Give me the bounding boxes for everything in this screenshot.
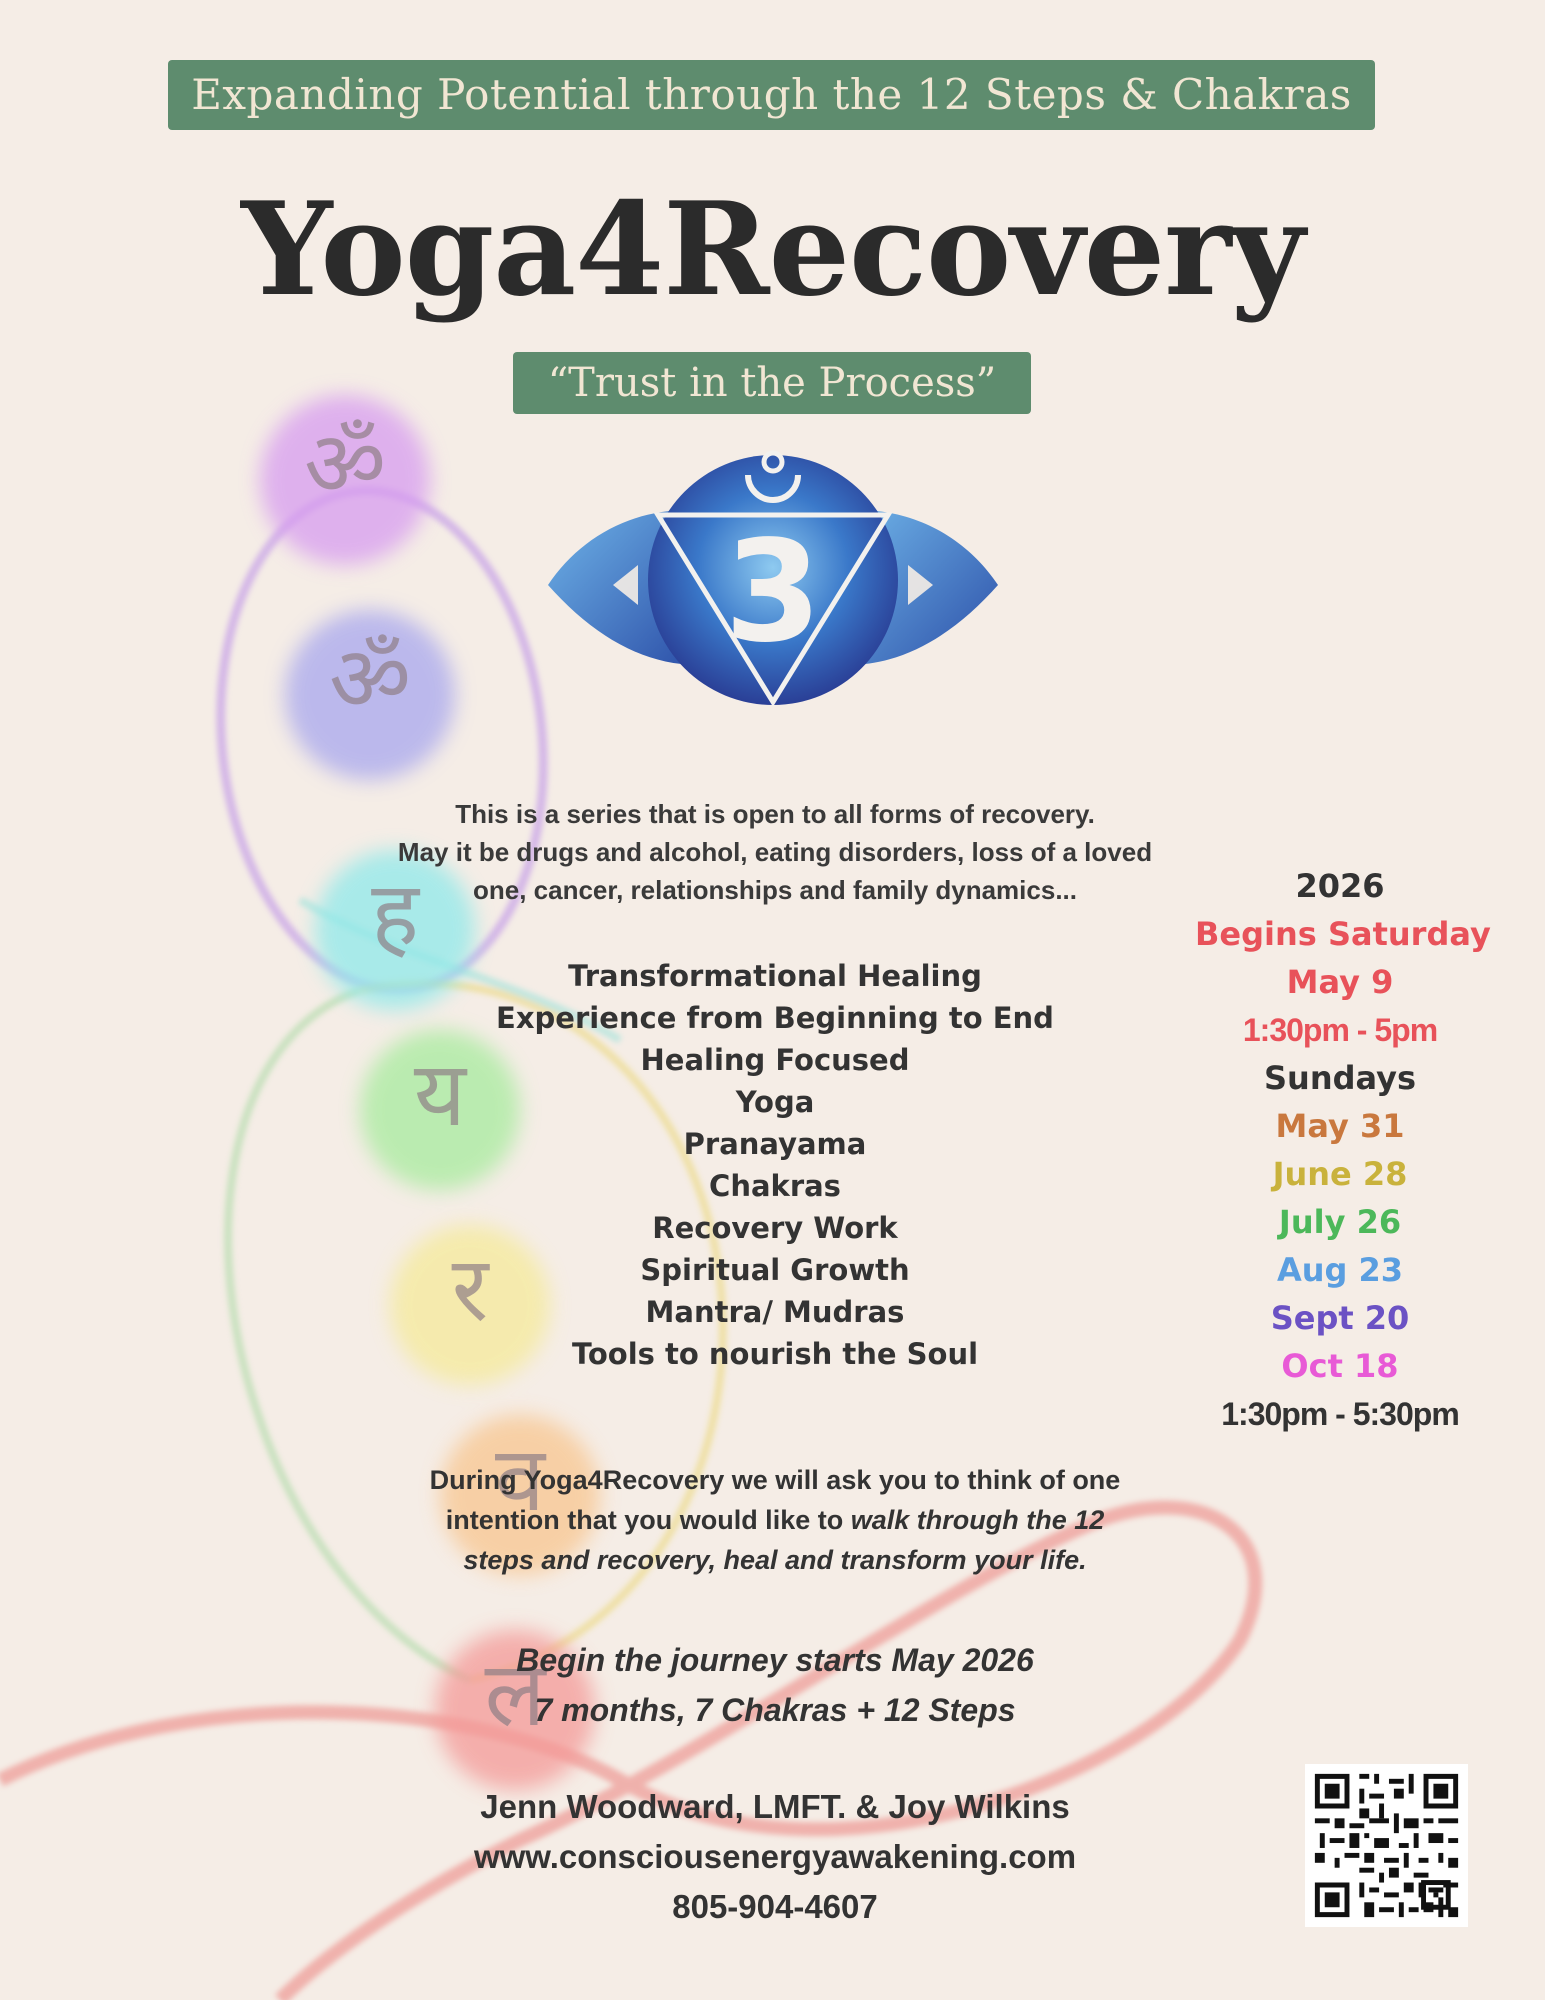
list-item: Transformational Healing <box>568 959 982 993</box>
chakra-glyph-root: ल <box>484 1642 546 1747</box>
intention-line: During Yoga4Recovery we will ask you to think of one <box>429 1465 1121 1495</box>
third-eye-symbol: 3 <box>724 511 822 674</box>
journey-text <box>330 1635 1220 1735</box>
list-item: Pranayama <box>683 1127 867 1161</box>
chakra-glyph-heart: य <box>413 1042 467 1147</box>
schedule-sunday-time: 1:30pm - 5:30pm <box>1221 1396 1459 1432</box>
chakra-glyph-sacral: व <box>494 1427 546 1532</box>
third-eye-chakra-icon <box>548 440 998 710</box>
schedule-begins: Begins Saturday <box>1195 915 1491 953</box>
schedule-date: May 31 <box>1275 1107 1405 1145</box>
schedule-date: Oct 18 <box>1281 1347 1399 1385</box>
intention-line <box>330 1500 1220 1540</box>
intro-line: This is a series that is open to all forms of recovery. <box>455 799 1095 829</box>
intro-line: May it be drugs and alcohol, eating disorders, loss of a loved <box>397 837 1153 867</box>
website-link[interactable]: www.consciousenergyawakening.com <box>473 1838 1077 1875</box>
schedule-begins-time: 1:30pm - 5pm <box>1242 1012 1438 1048</box>
list-item: Recovery Work <box>652 1211 898 1245</box>
page-title: Yoga4Recovery <box>241 175 1304 325</box>
chakra-glyph-throat: ह <box>371 862 419 967</box>
list-item: Spiritual Growth <box>640 1253 910 1287</box>
tagline-banner: “Trust in the Process” <box>513 352 1031 414</box>
chakra-glyph-solar-plexus: र <box>451 1237 489 1342</box>
qr-code-icon[interactable] <box>1305 1764 1468 1927</box>
schedule-date: June 28 <box>1272 1155 1408 1193</box>
feature-list <box>330 955 1220 1375</box>
list-item: Chakras <box>709 1169 841 1203</box>
chakra-glyph-crown: ॐ <box>303 412 387 517</box>
schedule-date: Aug 23 <box>1276 1251 1404 1289</box>
contact-names: Jenn Woodward, LMFT. & Joy Wilkins <box>480 1788 1070 1825</box>
intention-text <box>330 1460 1220 1580</box>
journey-line: Begin the journey starts May 2026 <box>516 1642 1034 1678</box>
subtitle-banner: Expanding Potential through the 12 Steps & Chakras <box>168 60 1375 130</box>
list-item: Mantra/ Mudras <box>645 1295 905 1329</box>
schedule-begins-date: May 9 <box>1286 963 1394 1001</box>
intro-text <box>330 795 1220 909</box>
schedule-date: July 26 <box>1278 1203 1402 1241</box>
schedule-sundays: Sundays <box>1263 1059 1417 1097</box>
journey-line: 7 months, 7 Chakras + 12 Steps <box>534 1692 1016 1728</box>
list-item: Yoga <box>735 1085 815 1119</box>
intention-italic: steps and recovery, heal and transform your life. <box>463 1545 1087 1575</box>
list-item: Experience from Beginning to End <box>496 1001 1054 1035</box>
list-item: Healing Focused <box>640 1043 910 1077</box>
intention-italic: walk through the 12 <box>850 1505 1105 1535</box>
intro-line: one, cancer, relationships and family dynamics... <box>473 875 1077 905</box>
qr-code-graphic <box>1305 1764 1468 1927</box>
intention-line <box>330 1540 1220 1580</box>
schedule-date: Sept 20 <box>1270 1299 1410 1337</box>
contact-info <box>330 1782 1220 1932</box>
intention-plain: intention that you would like to <box>445 1505 851 1535</box>
schedule <box>1195 862 1491 1438</box>
schedule-year: 2026 <box>1295 867 1385 905</box>
list-item: Tools to nourish the Soul <box>571 1337 979 1371</box>
phone-number[interactable]: 805-904-4607 <box>672 1888 878 1925</box>
chakra-glyph-third-eye: ॐ <box>328 627 412 732</box>
